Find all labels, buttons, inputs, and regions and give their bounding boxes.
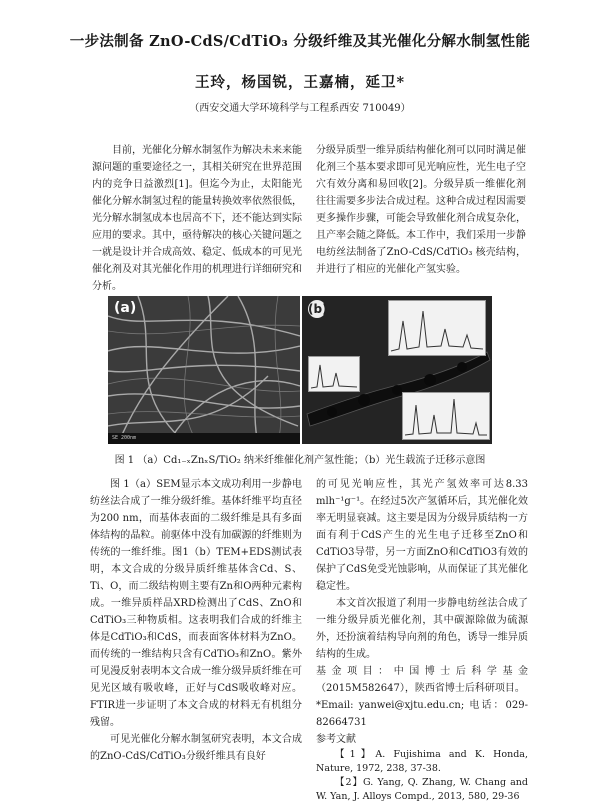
paper-title: 一步法制备 ZnO-CdS/CdTiO₃ 分级纤维及其光催化分解水制氢性能 [69,33,531,50]
body-paragraph-left-2: 可见光催化分解水制氢研究表明，本文合成的ZnO-CdS/CdTiO₃分级纤维具有良好 [90,734,302,762]
fund-note: 基 金 项 目 ： 中 国 博 士 后 科 学 基 金（2015M582647），陕西省博士后科研项目。 [316,666,528,694]
affiliation: （西安交通大学环境科学与工程系西安 710049） [189,103,411,114]
body-right-column [316,476,528,804]
intro-paragraph-right: 分级异质型一维异质结构催化剂可以同时满足催化剂三个基本要求即可见光响应性，光生电子空穴有效分离和易回收[2]。分级异质一维催化剂往往需要多步法合成过程。这种合成过程因需要更多操作步骤，可能会导致催化剂合成复杂化，且产率会随之降低。本工作中，我们采用一步静电纺丝法制备了ZnO-CdS/CdTiO₃ 核壳结构，并进行了相应的光催化产氢实验。 [316,145,526,275]
eds-spectrum-1-plot [389,301,485,355]
sem-fiber-image [108,296,300,444]
panel-label-b: (b) [308,302,328,316]
eds-spectrum-2-plot [309,357,359,391]
body-paragraph-right-1: 的可见光响应性，其光产氢效率可达8.33 mlh⁻¹g⁻¹。在经过5次产氢循环后，其光催化效率无明显衰减。这主要是因为分级异质结构一方面有利于CdS产生的光生电子迁移至ZnO和CdTiO3导带，另一方面ZnO和CdTiO3有效的保护了CdS免受光蚀影响，从而保证了其光催化稳定性。 [316,479,528,592]
sem-info-bar [108,433,300,444]
reference-2: 【2】G. Yang, Q. Zhang, W. Chang and W. Yan, J. Alloys Compd., 2013, 580, 29-36 [316,777,528,802]
figure-panel-a-sem [108,296,300,444]
body-paragraph-left-1: 图 1（a）SEM显示本文成功利用一步静电纺丝法合成了一维分级纤维。基体纤维平均直径为200 nm，而基体表面的二级纤维是具有多面体结构的晶粒。前驱体中没有加碳源的纤维则为传统的一维纤维。图1（b）TEM+EDS测试表明，本文合成的分级异质纤维基体含Cd、S、Ti、O，而二级结构则主要有Zn和O两种元素构成。一维异质样品XRD检测出了CdS、ZnO和CdTiO₃三种物质相。这表明我们合成的纤维主体是CdTiO₃和CdS，而表面客体材料为ZnO。而传统的一维结构只含有CdTiO₃和ZnO。紫外可见漫反射表明本文合成一维分级异质纤维在可见光区域有吸收峰，正好与CdS吸收峰对应。FTIR进一步证明了本文合成的材料无有机组分残留。 [90,479,302,728]
intro-right-column [316,142,526,278]
body-left-column [90,476,302,765]
eds-spectrum-2 [308,356,360,392]
author-list: 王玲，杨国锐，王嘉楠，延卫* [194,74,406,91]
eds-spectrum-3-plot [403,393,489,439]
references-title: 参考文献 [316,734,356,745]
figure-caption: 图 1 （a）Cd₁₋ₓZnₓS/TiO₂ 纳米纤维催化剂产氢性能；（b）光生载流子迁移示意图 [114,455,486,466]
intro-paragraph-left: 目前，光催化分解水制氢作为解决未来来能源问题的重要途径之一，其相关研究在世界范围内的竞争日益激烈[1]。但迄今为止，太阳能光催化分解水制氢过程的能量转换效率依然很低，光分解水制氢成本也居高不下，还不能达到实际应用的要求。其中，亟待解决的核心关键问题之一就是设计并合成高效、稳定、低成本的可见光催化剂及对其光催化作用的机理进行详细研究和分析。 [92,145,302,292]
body-paragraph-right-2: 本文首次报道了利用一步静电纺丝法合成了一维分级异质光催化剂，其中碳源除做为硫源外，还扮演着结构导向剂的角色，诱导一维异质结构的生成。 [316,598,528,660]
panel-label-a: (a) [114,300,137,316]
eds-spectrum-3 [402,392,490,440]
email-note: *Email: yanwei@xjtu.edu.cn; 电话：029-82664731 [316,700,528,728]
reference-1: 【1】A. Fujishima and K. Honda, Nature, 1972, 238, 37-38. [316,749,528,774]
sem-info-text: SE 200nm [112,435,137,441]
figure-panel-b-tem [302,296,492,444]
intro-left-column [92,142,302,295]
eds-spectrum-1 [388,300,486,356]
